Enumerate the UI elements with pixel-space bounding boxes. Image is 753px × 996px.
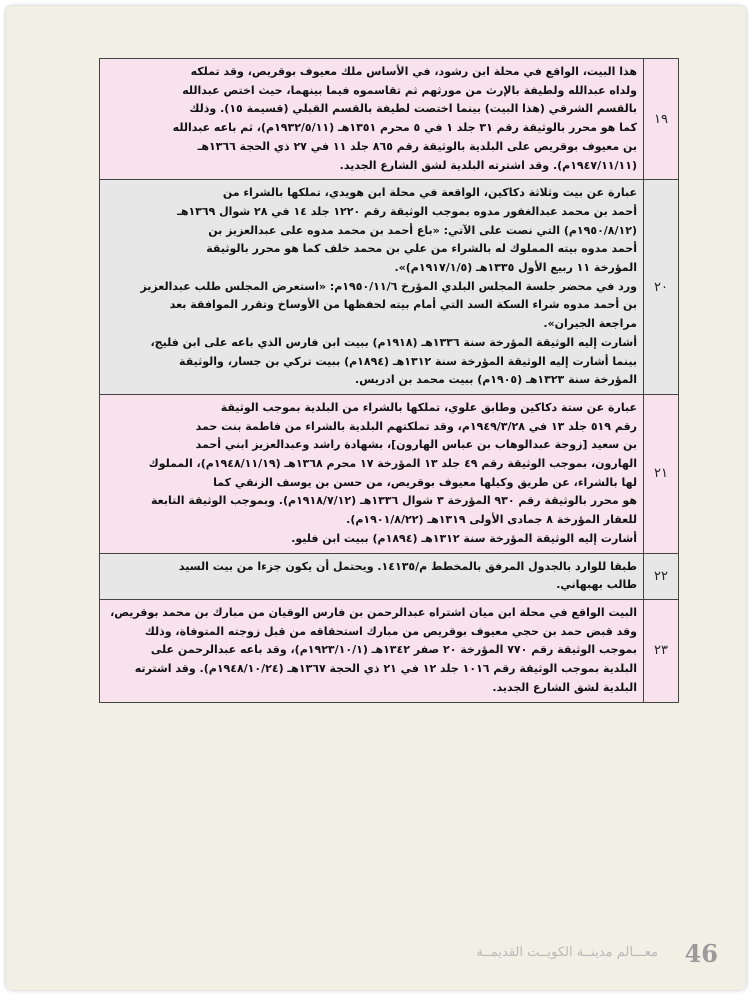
description-line: ورد في محضر جلسة المجلس البلدي المؤرخ ١٩٥٠/١١/٦م: «استعرض المجلس طلب عبدالعزيز xyxy=(140,279,637,293)
table-row xyxy=(100,553,679,599)
description-line: لها بالشراء، عن طريق وكيلها معيوف بوقريص، من حسن بن يوسف الزنقي كما xyxy=(213,475,637,489)
description-line: أحمد مدوه بيته المملوك له بالشراء من علي بن محمد خلف كما هو محرر بالوثيقة xyxy=(206,242,637,256)
description-line: ولداه عبدالله ولطيفة بالإرث من مورثهم ثم تقاسموه فيما بينهما، حيث اختص عبدالله xyxy=(182,83,637,97)
description-line: المؤرخة سنة ١٣٢٣هـ (١٩٠٥م) ببيت محمد بن ادريس. xyxy=(355,373,637,387)
description-line: (١٩٥٠/٨/١٢م) التي نصت على الآتي: «باع أحمد بن محمد مدوه على عبدالعزيز بن xyxy=(208,223,637,237)
row-number: ٢٢ xyxy=(644,553,679,599)
description-line: المؤرخة ١١ ربيع الأول ١٣٣٥هـ (١٩١٧/١/٥م)». xyxy=(394,261,637,275)
property-table xyxy=(99,58,679,703)
description-line: بن معيوف بوقريص على البلدية بالوثيقة رقم ٨٦٥ جلد ١١ في ٢٧ ذي الحجة ١٣٦٦هـ xyxy=(197,139,637,153)
description-line: البلدية بموجب الوثيقة رقم ١٠١٦ جلد ١٢ في ٢١ ذي الحجة ١٣٦٧هـ (١٩٤٨/١٠/٢٤م). وقد اشترته xyxy=(134,662,637,676)
description-line: بن سعيد [زوجة عبدالوهاب بن عباس الهارون]، بشهادة راشد وعبدالعزيز ابني أحمد xyxy=(195,438,637,452)
row-description xyxy=(100,599,644,702)
description-line: بالقسم الشرقي (هذا البيت) بينما اختصت لطيفة بالقسم القبلي (قسيمة ١٥). وذلك xyxy=(189,102,637,116)
row-number: ٢٣ xyxy=(644,599,679,702)
description-line: طبقا للوارد بالجدول المرفق بالمخطط م/١٤١٣٥. ويحتمل أن يكون جزءا من بيت السيد xyxy=(178,559,637,573)
description-line: رقم ٥١٩ جلد ١٣ في ١٩٤٩/٣/٢٨م، وقد تملكتهم البلدية بالشراء من فاطمة بنت حمد xyxy=(195,419,637,433)
description-line: (١٩٤٧/١١/١١م). وقد اشترته البلدية لشق الشارع الجديد. xyxy=(339,158,637,172)
book-title: معـــالم مدينــة الكويــت القديمــة xyxy=(476,945,658,960)
description-line: البلدية لشق الشارع الجديد. xyxy=(492,680,637,694)
description-line: طالب بهبهاني. xyxy=(556,578,637,592)
table-row xyxy=(100,59,679,180)
table-row xyxy=(100,599,679,702)
row-number: ٢١ xyxy=(644,394,679,553)
row-description xyxy=(100,180,644,395)
description-line: هو محرر بالوثيقة رقم ٩٣٠ المؤرخة ٣ شوال ١٣٣٦هـ (١٩١٨/٧/١٢م). وبموجب الوثيقة التابعة xyxy=(150,494,637,508)
page-number: 46 xyxy=(684,939,718,968)
description-line: مراجعة الجيران». xyxy=(543,317,637,331)
row-description xyxy=(100,59,644,180)
description-line: كما هو محرر بالوثيقة رقم ٣١ جلد ١ في ٥ محرم ١٣٥١هـ (١٩٣٢/٥/١١م)، ثم باعه عبدالله xyxy=(172,121,637,135)
row-description xyxy=(100,553,644,599)
description-line: البيت الواقع في محلة ابن ميان اشتراه عبدالرحمن بن فارس الوقيان من مبارك بن محمد بوقريص، xyxy=(110,605,637,619)
description-line: وقد قبض حمد بن حجي معيوف بوقريص من مبارك استحقاقه من قبل زوجته المتوفاة، وذلك xyxy=(144,624,637,638)
table-row xyxy=(100,394,679,553)
description-line: للعقار المؤرخة ٨ جمادى الأولى ١٣١٩هـ (١٩٠١/٨/٢٢م). xyxy=(346,513,637,527)
description-line: أشارت إليه الوثيقة المؤرخة سنة ١٣١٢هـ (١٨٩٤م) ببيت ابن فليو. xyxy=(291,531,637,545)
description-line: عبارة عن ستة دكاكين وطابق علوي، تملكها بالشراء من البلدية بموجب الوثيقة xyxy=(220,400,637,414)
page xyxy=(6,6,746,990)
description-line: بينما أشارت إليه الوثيقة المؤرخة سنة ١٣١٢هـ (١٨٩٤م) ببيت تركي بن جسار، والوثيقة xyxy=(179,354,637,368)
description-line: عبارة عن بيت وثلاثة دكاكين، الواقعة في محلة ابن هويدي، تملكها بالشراء من xyxy=(222,186,637,200)
description-line: هذا البيت، الواقع في محلة ابن رشود، في الأساس ملك معيوف بوقريص، وقد تملكه xyxy=(190,65,637,78)
description-line: أحمد بن محمد عبدالغفور مدوه بموجب الوثيقة رقم ١٢٢٠ جلد ١٤ في ٢٨ شوال ١٣٦٩هـ xyxy=(177,204,637,218)
table-row xyxy=(100,180,679,395)
description-line: بن أحمد مدوه شراء السكة السد التي أمام بيته لحفظها من الأوساخ وتقرر الموافقة بعد xyxy=(169,298,637,312)
row-description xyxy=(100,394,644,553)
row-number: ١٩ xyxy=(644,59,679,180)
description-line: الهارون، بموجب الوثيقة رقم ٤٩ جلد ١٣ المؤرخة ١٧ محرم ١٣٦٨هـ (١٩٤٨/١١/١٩م)، المملوك xyxy=(148,457,637,471)
description-line: أشارت إليه الوثيقة المؤرخة سنة ١٣٣٦هـ (١٩١٨م) ببيت ابن فارس الذي باعه على ابن فليج، xyxy=(150,335,637,349)
description-line: بموجب الوثيقة رقم ٧٧٠ المؤرخة ٢٠ صفر ١٣٤٢هـ (١٩٢٣/١٠/١م)، وقد باعه عبدالرحمن على xyxy=(150,643,637,657)
row-number: ٢٠ xyxy=(644,180,679,395)
